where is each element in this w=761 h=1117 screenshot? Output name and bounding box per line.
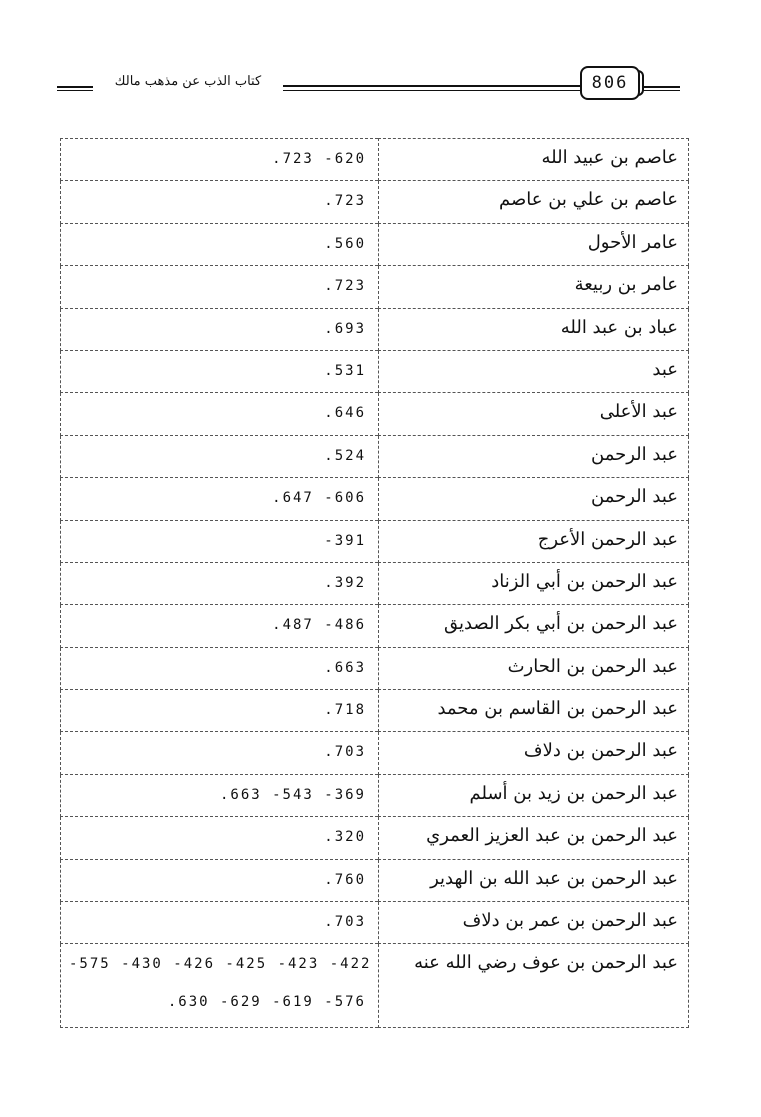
header-rule: [57, 90, 93, 91]
page-references: .723: [61, 181, 379, 223]
person-name: عبد الرحمن بن عبد العزيز العمري: [379, 817, 689, 859]
table-row: [61, 139, 689, 181]
table-row: [61, 859, 689, 901]
page-references-line: .630 -629 -619 -576: [167, 994, 366, 1011]
person-name: عبد الرحمن: [379, 435, 689, 477]
table-row: [61, 605, 689, 647]
page-references: .392: [61, 562, 379, 604]
table-row: [61, 223, 689, 265]
table-row: [61, 902, 689, 944]
header-rule: [642, 86, 680, 88]
table-row: [61, 562, 689, 604]
person-name: عامر بن ربيعة: [379, 266, 689, 308]
header-rule: [283, 85, 580, 87]
person-name: عبد الرحمن بن عوف رضي الله عنه: [379, 944, 689, 1028]
person-name: عامر الأحول: [379, 223, 689, 265]
person-name: عبد الرحمن بن عمر بن دلاف: [379, 902, 689, 944]
page-number: 806: [580, 66, 640, 100]
table-row: [61, 181, 689, 223]
table-row: [61, 817, 689, 859]
table-row: [61, 266, 689, 308]
person-name: عبد الرحمن بن أبي الزناد: [379, 562, 689, 604]
page-references: .718: [61, 690, 379, 732]
person-name: عبد الرحمن بن عبد الله بن الهدير: [379, 859, 689, 901]
table-row: [61, 690, 689, 732]
page-references: .693: [61, 308, 379, 350]
person-name: عبد الرحمن بن أبي بكر الصديق: [379, 605, 689, 647]
page-references: .703: [61, 902, 379, 944]
page-references: .723 -620: [61, 139, 379, 181]
table-row: [61, 944, 689, 1028]
header-rule: [57, 86, 93, 88]
page-references: .647 -606: [61, 478, 379, 520]
page-references: .663 -543 -369: [61, 774, 379, 816]
person-name: عبد الرحمن: [379, 478, 689, 520]
page-references: .560: [61, 223, 379, 265]
header-rule: [283, 90, 580, 91]
person-name: عبد الرحمن بن دلاف: [379, 732, 689, 774]
person-name: عباد بن عبد الله: [379, 308, 689, 350]
person-name: عبد الرحمن بن زيد بن أسلم: [379, 774, 689, 816]
book-title: كتاب الذب عن مذهب مالك: [114, 74, 262, 89]
page-references: .487 -486: [61, 605, 379, 647]
table-row: [61, 774, 689, 816]
page-references: .320: [61, 817, 379, 859]
header-rule: [642, 90, 680, 91]
person-name: عبد الرحمن الأعرج: [379, 520, 689, 562]
page-references: .531: [61, 350, 379, 392]
table-row: [61, 478, 689, 520]
person-name: عبد الأعلى: [379, 393, 689, 435]
table-row: [61, 435, 689, 477]
page-references: .524: [61, 435, 379, 477]
names-index-table: [60, 138, 689, 1028]
page-references: .703: [61, 732, 379, 774]
page-references: .723: [61, 266, 379, 308]
table-row: [61, 520, 689, 562]
page-references: .646: [61, 393, 379, 435]
page-references-line: -575 -430 -426 -425 -423 -422: [69, 956, 372, 973]
page-references: .663: [61, 647, 379, 689]
table-row: [61, 647, 689, 689]
page-header: [0, 0, 761, 120]
person-name: عاصم بن علي بن عاصم: [379, 181, 689, 223]
person-name: عبد الرحمن بن الحارث: [379, 647, 689, 689]
person-name: عاصم بن عبيد الله: [379, 139, 689, 181]
page-references: .760: [61, 859, 379, 901]
table-row: [61, 350, 689, 392]
page-references: [61, 944, 379, 1028]
page-references: -391: [61, 520, 379, 562]
person-name: عبد: [379, 350, 689, 392]
table-row: [61, 393, 689, 435]
table-row: [61, 732, 689, 774]
person-name: عبد الرحمن بن القاسم بن محمد: [379, 690, 689, 732]
table-row: [61, 308, 689, 350]
